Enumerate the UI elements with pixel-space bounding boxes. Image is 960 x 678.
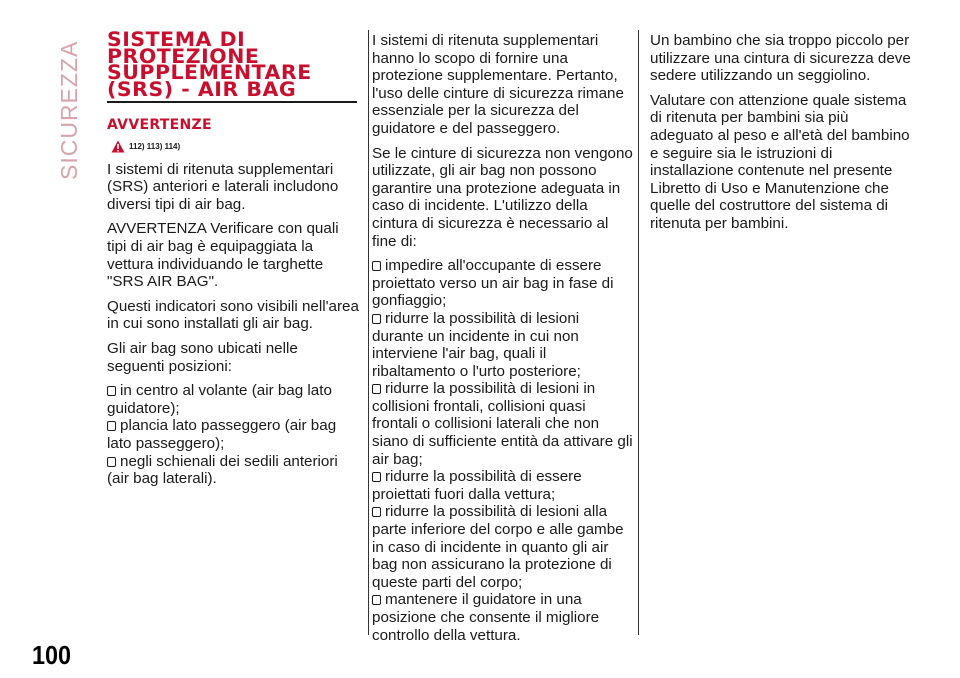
column-divider <box>368 30 369 635</box>
bullet-box-icon <box>372 595 381 605</box>
bullet-box-icon <box>107 386 116 396</box>
bullet-box-icon <box>372 314 381 324</box>
paragraph: I sistemi di ritenuta supplementari hanno lo scopo di fornire una protezione supplementare. Pertanto, l'uso delle cinture di sicurezza rimane essenziale per la sicurezza del guidatore e del passeggero. <box>372 32 624 137</box>
paragraph: Gli air bag sono ubicati nelle seguenti posizioni: <box>107 339 298 375</box>
bullet-box-icon <box>107 421 116 431</box>
column-2 <box>372 32 634 644</box>
bullet-box-icon <box>372 261 381 271</box>
paragraph: Questi indicatori sono visibili nell'area in cui sono installati gli air bag. <box>107 297 359 333</box>
section-title: SISTEMA DI PROTEZIONE SUPPLEMENTARE (SRS) - AIR BAG <box>107 28 312 101</box>
bullet-box-icon <box>372 507 381 517</box>
list-item: negli schienali dei sedili anteriori (air bag laterali). <box>107 452 338 488</box>
paragraph: Se le cinture di sicurezza non vengono utilizzate, gli air bag non possono garantire una protezione adeguata in caso di incidente. L'utilizzo della cintura di sicurezza è necessario al fine di: <box>372 144 633 250</box>
warning-references <box>111 139 359 155</box>
title-underline <box>107 101 357 103</box>
paragraph: I sistemi di ritenuta supplementari (SRS) anteriori e laterali includono diversi tipi di air bag. <box>107 160 339 213</box>
list-item: ridurre la possibilità di lesioni in collisioni frontali, collisioni quasi frontali o collisioni laterali che non siano di sufficiente entità da attivare gli air bag; <box>372 380 633 468</box>
bullet-box-icon <box>372 384 381 394</box>
bullet-box-icon <box>107 457 116 467</box>
list-item: ridurre la possibilità di lesioni alla parte inferiore del corpo e alle gambe in caso di incidente in quanto gli air bag non assicurano la protezione di queste parti del corpo; <box>372 503 624 591</box>
paragraph: AVVERTENZA Verificare con quali tipi di air bag è equipaggiata la vettura individuando le targhette "SRS AIR BAG". <box>107 220 339 291</box>
bullet-box-icon <box>372 472 381 482</box>
column-divider <box>638 30 639 635</box>
list-item: impedire all'occupante di essere proiettato verso un air bag in fase di gonfiaggio; <box>372 257 614 310</box>
column-1 <box>107 28 359 488</box>
warning-refs: 112) 113) 114) <box>129 141 181 151</box>
subtitle: AVVERTENZE <box>107 117 212 133</box>
list-item: plancia lato passeggero (air bag lato passeggero); <box>107 417 337 452</box>
warning-icon <box>111 140 125 153</box>
list-item: in centro al volante (air bag lato guidatore); <box>107 382 332 417</box>
page-number: 100 <box>32 640 72 670</box>
paragraph: Valutare con attenzione quale sistema di ritenuta per bambini sia più adeguato al peso e all'età del bambino e seguire sia le istruzioni di installazione contenute nel presente Libretto di Uso e Manutenzione che quelle del costruttore del sistema di ritenuta per bambini. <box>650 91 910 232</box>
column-3 <box>650 32 912 240</box>
list-item: ridurre la possibilità di essere proiettati fuori dalla vettura; <box>372 468 582 503</box>
paragraph: Un bambino che sia troppo piccolo per utilizzare una cintura di sicurezza deve sedere utilizzando un seggiolino. <box>650 32 911 85</box>
svg-text:SICUREZZA: SICUREZZA <box>56 40 82 180</box>
list-item: mantenere il guidatore in una posizione che consente il migliore controllo della vettura. <box>372 591 600 644</box>
section-side-label <box>55 30 85 180</box>
list-item: ridurre la possibilità di lesioni durante un incidente in cui non interviene l'air bag, quali il ribaltamento o l'urto posteriore; <box>372 309 581 380</box>
